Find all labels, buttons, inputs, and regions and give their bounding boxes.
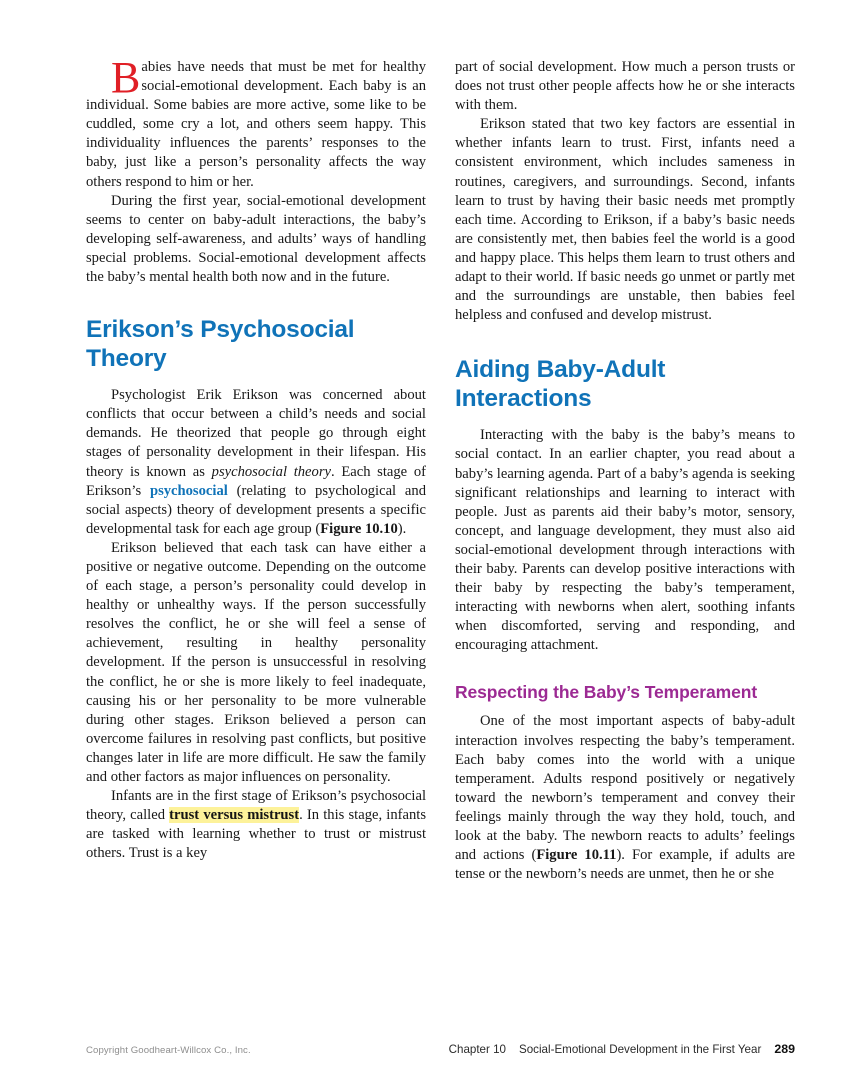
paragraph-babies-have-needs <box>86 53 426 192</box>
drop-cap-letter: B <box>111 53 141 102</box>
text-run-4: ). <box>397 520 407 537</box>
paragraph-erikson-believed-each-task: Erikson believed that each task can have either a positive or negative outcome. Depending on the outcome of each stage, a person’s personality could develop in healthy or unhealthy ways. If the person successfully resolves the conflict, he or she will feel a sense of achievement, resulting in healthy personality development. If the person is unsuccessful in resolving the conflict, he or she is more likely to feel inadequate, causing his or her personality to be more vulnerable during other stages. Erikson believed a person can overcome failures in resolving past conflicts, but positive changes later in life are more difficult. He saw the family and other factors as major influences on personality. <box>86 539 426 785</box>
highlighted-term-trust-versus-mistrust: trust versus mistrust <box>169 807 300 824</box>
paragraph-interacting-with-baby: Interacting with the baby is the baby’s means to social contact. In an earlier chapter, you read about a baby’s learning agenda. Part of a baby’s agenda is seeking significant relationships and learning to interact with people. Just as parents aid their baby’s motor, sensory, concept, and language development, they must also aid social-emotional development through interactions with their baby. Parents can develop positive interactions with their baby by respecting the baby’s temperament, interacting with newborns when alert, soothing infants when discomforted, serving and responding, and encouraging attachment. <box>455 427 795 654</box>
text-run-1: Psychologist Erik Erikson was concerned about conflicts that occur between a child’s needs and social demands. He theorized that people go through eight stages of personality development in their lifespan. His theory is known as <box>86 387 426 480</box>
text-run-8: ). For example, if adults are tense or the newborn’s needs are unmet, then he or she <box>455 847 795 883</box>
paragraph-text: abies have needs that must be met for healthy social-emotional development. Each baby is an individual. Some babies are more active, some like to be cuddled, some cry a lot, and others seem happy. This individuality influences the parents’ responses to the baby, just like a person’s personality affects the way others respond to him or her. <box>86 59 426 190</box>
footer-page-number: 289 <box>774 1042 795 1056</box>
left-column <box>86 53 427 1018</box>
text-run-7: One of the most important aspects of baby-adult interaction involves respecting the baby’s temperament. Each baby comes into the world with a unique temperament. Adults respond positively or negatively toward the newborn’s temperament and convey their feelings mainly through the way they hold, touch, and look at the baby. The newborn reacts to adults’ feelings and actions ( <box>455 713 795 864</box>
paragraph-part-of-social-development: part of social development. How much a person trusts or does not trust other people affects how he or she interacts with them. <box>455 59 795 114</box>
italic-term-psychosocial-theory: psychosocial theory <box>211 463 331 480</box>
text-run-5: Infants are in the first stage of Erikson’s psychosocial theory, called <box>86 788 426 824</box>
page-footer <box>86 1042 795 1056</box>
figure-reference-10-10: Figure 10.10 <box>320 520 398 537</box>
paragraph-one-of-most-important-aspects <box>455 712 795 884</box>
figure-reference-10-11: Figure 10.11 <box>536 847 617 864</box>
page-content <box>86 53 795 1018</box>
right-column <box>455 58 795 1018</box>
text-run-3: (relating to psychological and social aspects) theory of development presents a specific developmental task for each age group ( <box>86 482 426 537</box>
paragraph-psychologist-erik-erikson <box>86 386 426 539</box>
footer-chapter-title: Social-Emotional Development in the First Year <box>519 1043 762 1056</box>
text-run-6: . In this stage, infants are tasked with learning whether to trust or mistrust others. Trust is a key <box>86 807 426 862</box>
paragraph-infants-first-stage <box>86 787 426 863</box>
heading-aiding-baby-adult-interactions: Aiding Baby-Adult Interactions <box>455 356 666 413</box>
paragraph-erikson-stated-two-factors: Erikson stated that two key factors are essential in whether infants learn to trust. First, infants need a consistent environment, which includes sameness in routines, caregivers, and surroundings. Second, infants learn to trust by having their basic needs met promptly each time. According to Erikson, if a baby’s basic needs are consistently met, then babies feel the world is a good and happy place. This helps them learn to trust others and adapt to their world. If basic needs go unmet or partly met and the surroundings are unstable, then babies feel helpless and confused and develop mistrust. <box>455 116 795 324</box>
paragraph-during-first-year: During the first year, social-emotional development seems to center on baby-adult interactions, the baby’s developing self-awareness, and adults’ ways of handling special problems. Social-emotional development affects the baby’s mental health both now and in the future. <box>86 192 426 286</box>
text-run-2: . Each stage of Erikson’s <box>86 463 427 499</box>
footer-copyright: Copyright Goodheart-Willcox Co., Inc. <box>86 1045 251 1056</box>
footer-running-head <box>449 1042 795 1056</box>
footer-chapter-number: Chapter 10 <box>448 1043 506 1056</box>
key-term-psychosocial: psychosocial <box>149 482 228 499</box>
heading-eriksons-psychosocial-theory: Erikson’s Psychosocial Theory <box>86 316 355 373</box>
subheading-respecting-the-babys-temperament: Respecting the Baby’s Temperament <box>455 682 758 703</box>
